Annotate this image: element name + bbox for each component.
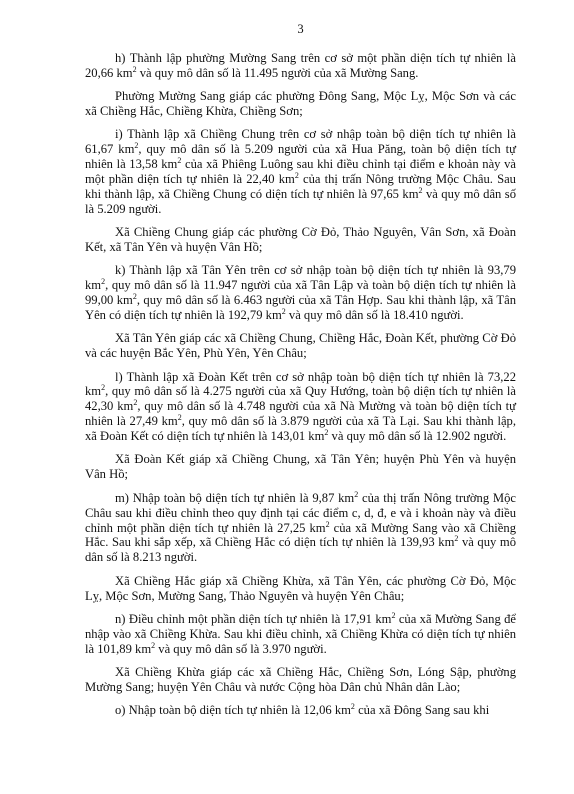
paragraph-chieng-chung-borders: Xã Chiềng Chung giáp các phường Cờ Đỏ, Thảo Nguyên, Vân Sơn, xã Đoàn Kết, xã Tân Yên và huyện Vân Hồ; (85, 225, 516, 255)
paragraph-l: l) Thành lập xã Đoàn Kết trên cơ sở nhập toàn bộ diện tích tự nhiên là 73,22 $km^2$, quy mô dân số là 4.275 người của xã Quy Hướng, toàn bộ diện tích tự nhiên là 42,30 $km^2$, quy mô dân số là 4.748 người của xã Nà Mường và toàn bộ diện tích tự nhiên là 27,49 $km^2$, quy mô dân số là 3.879 người của xã Tà Lại. Sau khi thành lập, xã Đoàn Kết có diện tích tự nhiên là 143,01 $km^2$ và quy mô dân số là 12.902 người. (85, 369, 517, 444)
paragraph-chieng-khua-borders: Xã Chiềng Khừa giáp các xã Chiềng Hắc, Chiềng Sơn, Lóng Sập, phường Mường Sang; huyện Yên Châu và nước Cộng hòa Dân chủ Nhân dân Lào; (85, 664, 516, 694)
paragraph-k: k) Thành lập xã Tân Yên trên cơ sở nhập toàn bộ diện tích tự nhiên là 93,79 $km^2$, quy mô dân số là 11.947 người của xã Tân Lập và toàn bộ diện tích tự nhiên là 99,00 $km^2$, quy mô dân số là 6.463 người của xã Tân Hợp. Sau khi thành lập, xã Tân Yên có diện tích tự nhiên là 192,79 $km^2$ và quy mô dân số là 18.410 người. (85, 263, 516, 323)
paragraph-i: i) Thành lập xã Chiềng Chung trên cơ sở nhập toàn bộ diện tích tự nhiên là 61,67 $km^2$, quy mô dân số là 5.209 người của xã Hua Păng, toàn bộ diện tích tự nhiên là 13,58 $km^2$ của xã Phiêng Luông sau khi điều chỉnh tại điểm e khoản này và một phần diện tích tự nhiên là 22,40 $km^2$ của thị trấn Nông trường Mộc Châu. Sau khi thành lập, xã Chiềng Chung có diện tích tự nhiên là 97,65 $km^2$ và quy mô dân số là 5.209 người. (85, 127, 516, 216)
paragraph-tan-yen-borders: Xã Tân Yên giáp các xã Chiềng Chung, Chiềng Hắc, Đoàn Kết, phường Cờ Đỏ và các huyện Bắc Yên, Phù Yên, Yên Châu; (85, 331, 516, 361)
paragraph-n: n) Điều chỉnh một phần diện tích tự nhiên là 17,91 $km^2$ của xã Mường Sang để nhập vào xã Chiềng Khừa. Sau khi điều chỉnh, xã Chiềng Khừa có diện tích tự nhiên là 101,89 $km^2$ và quy mô dân số là 3.970 người. (85, 610, 516, 656)
paragraph-doan-ket-borders: Xã Đoàn Kết giáp xã Chiềng Chung, xã Tân Yên; huyện Phù Yên và huyện Vân Hồ; (85, 452, 516, 482)
paragraph-o: o) Nhập toàn bộ diện tích tự nhiên là 12,06 $km^2$ của xã Đông Sang sau khi (115, 701, 490, 718)
paragraph-muong-sang-borders: Phường Mường Sang giáp các phường Đông Sang, Mộc Lỵ, Mộc Sơn và các xã Chiềng Hắc, Chiềng Khừa, Chiềng Sơn; (85, 89, 516, 119)
paragraph-chieng-hac-borders: Xã Chiềng Hắc giáp xã Chiềng Khừa, xã Tân Yên, các phường Cờ Đỏ, Mộc Lỵ, Mộc Sơn, Mường Sang, Thảo Nguyên và huyện Yên Châu; (85, 573, 516, 603)
paragraph-m: m) Nhập toàn bộ diện tích tự nhiên là 9,87 $km^2$ của thị trấn Nông trường Mộc Châu sau khi điều chỉnh theo quy định tại các điểm c, d, đ, e và i khoản này và điều chỉnh một phần diện tích tự nhiên là 27,25 $km^2$ của xã Mường Sang vào xã Chiềng Hắc. Sau khi sắp xếp, xã Chiềng Hắc có diện tích tự nhiên là 139,93 $km^2$ và quy mô dân số là 8.213 người. (85, 489, 516, 565)
page-number: 3 (297, 22, 304, 36)
paragraph-h: h) Thành lập phường Mường Sang trên cơ sở một phần diện tích tự nhiên là 20,66 $km^2$ và quy mô dân số là 11.495 người của xã Mường Sang. (85, 50, 516, 80)
